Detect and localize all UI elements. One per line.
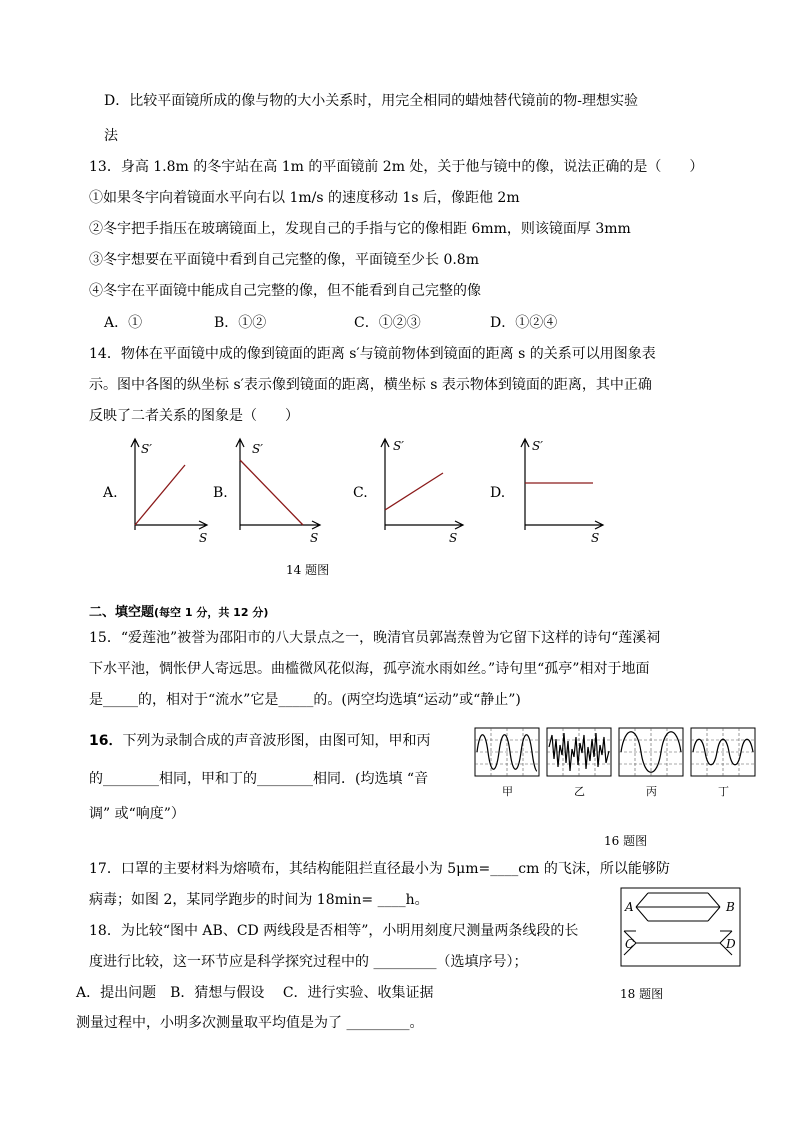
y-axis-label: S′	[141, 442, 152, 456]
q14-caption: 14 题图	[286, 563, 330, 577]
q14-graph-c	[375, 435, 470, 545]
q12-option-d-line1: D．比较平面镜所成的像与物的大小关系时，用完全相同的蜡烛替代镜前的物-理想实验	[104, 93, 638, 109]
q18-line1: 18．为比较“图中 AB、CD 两线段是否相等”，小明用刻度尺测量两条线段的长	[89, 923, 579, 939]
q14-graph-a-label: A.	[103, 485, 118, 501]
section-2-note: (每空 1 分，共 12 分)	[154, 606, 269, 619]
q16-line1	[89, 731, 430, 751]
q17-line1: 17．口罩的主要材料为熔喷布，其结构能阻拦直径最小为 5μm=____cm 的飞沫，所以能够防	[89, 861, 670, 877]
q13-option-a: A．①	[104, 315, 143, 331]
q16-line3: 调” 或“响度”）	[89, 806, 185, 822]
x-axis-label: S	[310, 531, 319, 545]
label-c: C	[625, 937, 635, 951]
x-axis	[385, 521, 463, 529]
q14-stem-line1: 14．物体在平面镜中成的像到镜面的距离 s′与镜前物体到镜面的距离 s 的关系可以用图象表	[89, 346, 656, 362]
q14-graph-c-label: C.	[353, 485, 368, 501]
wave-label-yi: 乙	[574, 785, 585, 798]
q18-caption: 18 题图	[620, 987, 664, 1001]
y-axis-label: S′	[252, 442, 263, 456]
q16-number: 16．	[89, 733, 123, 749]
q16-line1-text: 下列为录制合成的声音波形图，由图可知，甲和丙	[122, 733, 431, 749]
label-a: A	[625, 900, 634, 914]
section-2-heading	[89, 602, 268, 623]
wave-label-jia: 甲	[502, 785, 513, 798]
q18-options: A．提出问题 B．猜想与假设 C．进行实验、收集证据	[76, 985, 434, 1001]
x-axis	[525, 521, 603, 529]
waveform-ding	[691, 728, 755, 776]
q18-line4: 测量过程中，小明多次测量取平均值是为了 _________。	[76, 1015, 424, 1031]
q13-statement-1: ①如果冬宇向着镜面水平向右以 1m/s 的速度移动 1s 后，像距他 2m	[89, 190, 520, 206]
q16-waveforms	[474, 727, 758, 801]
q15-line2: 下水平池，惆怅伊人寄远思。曲槛微风花似海，孤亭流水雨如丝。”诗句里“孤亭”相对于地面	[89, 661, 650, 677]
section-2-title: 二、填空题	[89, 605, 155, 620]
label-d: D	[726, 937, 736, 951]
y-axis	[521, 439, 529, 530]
label-b: B	[726, 900, 735, 914]
waveform-jia	[475, 728, 539, 776]
q13-statement-4: ④冬宇在平面镜中能成自己完整的像，但不能看到自己完整的像	[89, 283, 481, 299]
x-axis	[135, 521, 207, 529]
graph-line	[240, 460, 303, 525]
q15-line1: 15．“爱莲池”被誉为邵阳市的八大景点之一，晚清官员郭嵩焘曾为它留下这样的诗句“莲溪祠	[89, 630, 661, 646]
wave-label-bing: 丙	[646, 785, 657, 798]
graph-line	[385, 473, 443, 510]
q18-figure	[620, 887, 742, 969]
q13-statement-3: ③冬宇想要在平面镜中看到自己完整的像，平面镜至少长 0.8m	[89, 252, 479, 268]
x-axis	[240, 521, 320, 529]
q13-option-c: C．①②③	[354, 315, 421, 331]
q14-graph-d	[515, 435, 610, 545]
y-axis-label: S′	[393, 439, 404, 453]
x-axis-label: S	[591, 531, 600, 545]
q12-option-d-line2: 法	[104, 128, 118, 144]
x-axis-label: S	[449, 531, 458, 545]
q14-stem-line3: 反映了二者关系的图象是（ ）	[89, 408, 299, 424]
q14-graph-d-label: D.	[490, 485, 506, 501]
q17-line2: 病毒；如图 2，某同学跑步的时间为 18min= ____h。	[89, 892, 429, 908]
q14-graph-b-label: B.	[213, 485, 228, 501]
q13-option-b: B．①②	[214, 315, 267, 331]
q15-line3: 是_____的，相对于“流水”它是_____的。(两空均选填“运动”或“静止”)	[89, 692, 521, 708]
q13-statement-2: ②冬宇把手指压在玻璃镜面上，发现自己的手指与它的像相距 6mm，则该镜面厚 3mm	[89, 221, 631, 237]
q16-caption: 16 题图	[604, 834, 648, 848]
graph-line	[135, 465, 185, 525]
q16-line2: 的________相同，甲和丁的________相同．(均选填 “音	[89, 771, 429, 787]
y-axis	[131, 439, 139, 530]
waveform-bing	[619, 728, 683, 776]
q18-line2: 度进行比较，这一环节应是科学探究过程中的 _________（选填序号）；	[89, 954, 528, 970]
x-axis-label: S	[199, 531, 208, 545]
q14-graph-b	[230, 435, 330, 545]
q14-stem-line2: 示。图中各图的纵坐标 s′表示像到镜面的距离，横坐标 s 表示物体到镜面的距离，其中正确	[89, 377, 652, 393]
waveform-yi	[547, 728, 611, 776]
y-axis-label: S′	[532, 439, 543, 453]
y-axis	[236, 439, 244, 530]
q14-graph-a	[125, 435, 215, 545]
y-axis	[381, 439, 389, 530]
q13-stem: 13．身高 1.8m 的冬宇站在高 1m 的平面镜前 2m 处，关于他与镜中的像，说法正确的是（ ）	[89, 159, 704, 175]
q13-option-d: D．①②④	[490, 315, 558, 331]
wave-label-ding: 丁	[718, 785, 729, 798]
